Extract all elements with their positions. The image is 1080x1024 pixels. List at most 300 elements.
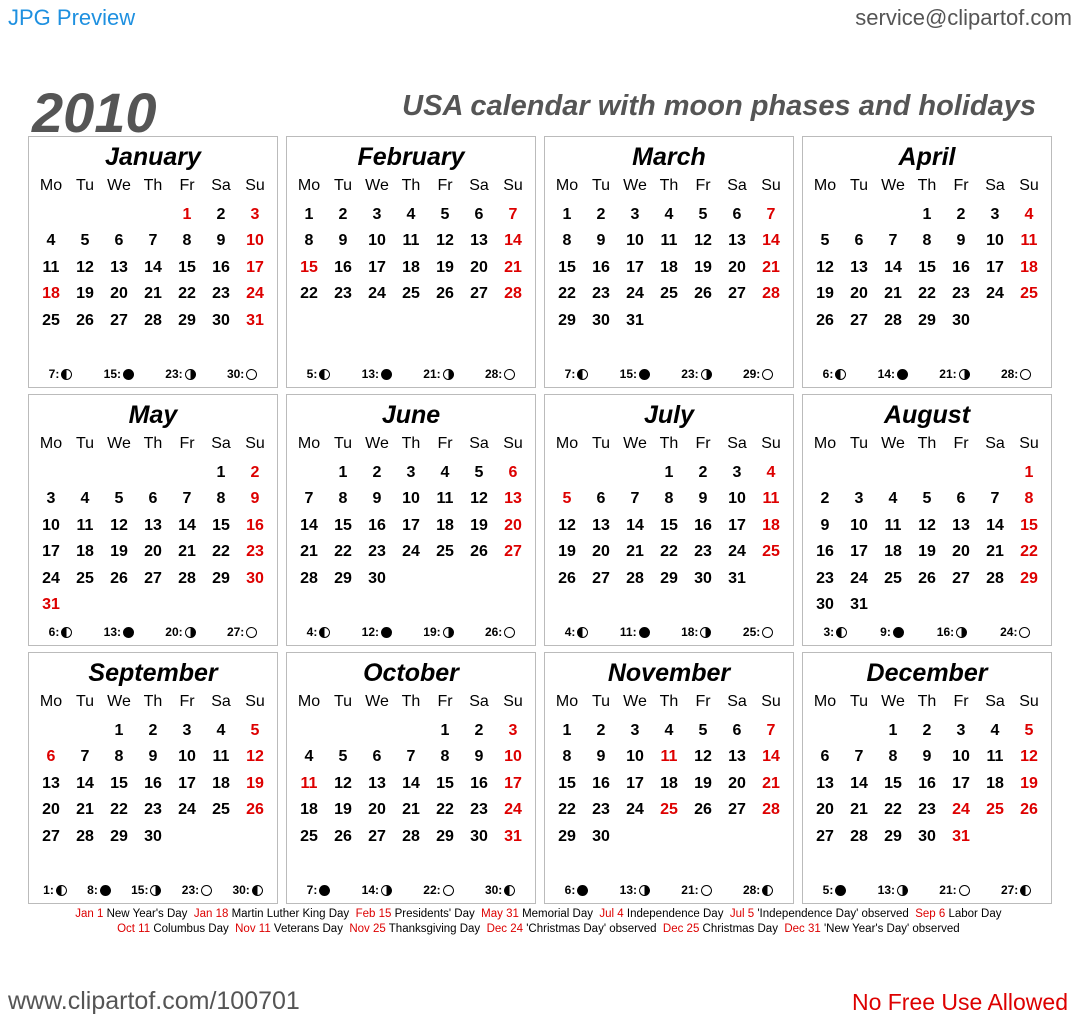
- day-cell: 20: [850, 285, 868, 303]
- first-moon-icon: [700, 627, 711, 638]
- holiday-name: New Year's Day: [106, 908, 188, 920]
- moon-phase-date: 8:: [87, 883, 98, 897]
- weekday-label: Fr: [437, 693, 453, 710]
- day-cell: 26: [470, 543, 488, 561]
- day-cell: 27: [470, 285, 488, 303]
- holiday-name: 'Independence Day' observed: [757, 908, 909, 920]
- day-cell: 12: [110, 516, 128, 534]
- weekday-label: Th: [917, 693, 937, 710]
- day-cell: 12: [558, 516, 576, 534]
- day-cell: 13: [592, 516, 610, 534]
- last-moon-icon: [504, 885, 515, 896]
- month-march: [544, 136, 794, 388]
- month-grid: [28, 136, 1052, 904]
- moon-phase: [939, 367, 969, 381]
- weekday-header: [808, 177, 1046, 199]
- day-cell: 6: [732, 722, 742, 739]
- day-cell: 20: [728, 258, 746, 276]
- weekday-label: We: [881, 693, 905, 710]
- day-cell: 13: [816, 774, 834, 792]
- day-cell: 29: [660, 569, 678, 587]
- day-cell: 20: [728, 774, 746, 792]
- day-cell: 26: [558, 569, 576, 587]
- day-cell: 17: [986, 258, 1004, 276]
- day-cell: 26: [918, 569, 936, 587]
- moon-phase-date: 5:: [306, 367, 318, 381]
- day-cell: 1: [182, 206, 192, 223]
- full-moon-icon: [1020, 369, 1031, 380]
- holiday-name: Veterans Day: [273, 923, 343, 935]
- day-cell: 15: [918, 258, 936, 276]
- day-cell: 22: [110, 801, 128, 819]
- month-february: [286, 136, 536, 388]
- day-empty: [170, 460, 204, 486]
- new-moon-icon: [123, 369, 134, 380]
- day-cell: 30: [694, 569, 712, 587]
- day-cell: 22: [558, 801, 576, 819]
- day-cell: 11: [986, 748, 1004, 766]
- day-cell: 22: [178, 285, 196, 303]
- day-empty: [68, 718, 102, 744]
- day-cell: 6: [956, 490, 966, 508]
- weekday-label: Sa: [985, 435, 1005, 452]
- moon-phase-date: 14:: [877, 367, 895, 381]
- weekday-label: Su: [503, 693, 523, 710]
- moon-phase: [620, 883, 650, 897]
- day-cell: 7: [508, 206, 518, 223]
- day-cell: 23: [592, 801, 610, 819]
- day-cell: 1: [562, 722, 572, 739]
- month-name: August: [883, 401, 971, 429]
- day-empty: [34, 202, 68, 228]
- moon-phase-date: 11:: [619, 625, 637, 639]
- day-grid: [34, 460, 272, 618]
- moon-phase: [1000, 625, 1030, 639]
- weekday-label: Tu: [333, 693, 353, 710]
- day-cell: 8: [664, 490, 674, 508]
- last-moon-icon: [836, 627, 847, 638]
- weekday-label: Tu: [849, 693, 869, 710]
- holiday-name: Martin Luther King Day: [231, 908, 350, 920]
- day-cell: 9: [596, 748, 606, 766]
- moon-phase: [307, 883, 331, 897]
- day-cell: 21: [986, 543, 1004, 561]
- moon-phase: [423, 367, 453, 381]
- day-cell: 7: [80, 748, 90, 766]
- day-cell: 20: [368, 801, 386, 819]
- day-cell: 11: [300, 774, 318, 792]
- day-empty: [808, 718, 842, 744]
- weekday-label: Sa: [985, 177, 1005, 194]
- day-cell: 16: [694, 516, 712, 534]
- day-cell: 12: [816, 258, 834, 276]
- holiday-date: Jan 18: [193, 908, 232, 920]
- day-cell: 31: [504, 827, 522, 845]
- day-cell: 4: [80, 490, 90, 508]
- moon-phase-date: 15:: [103, 367, 121, 381]
- day-cell: 29: [558, 311, 576, 329]
- day-cell: 2: [250, 464, 260, 481]
- moon-phase-date: 19:: [423, 625, 441, 639]
- day-cell: 9: [250, 490, 260, 508]
- holiday-name: Columbus Day: [153, 923, 229, 935]
- first-moon-icon: [701, 369, 712, 380]
- day-cell: 10: [368, 232, 386, 250]
- day-cell: 27: [592, 569, 610, 587]
- day-cell: 10: [246, 232, 264, 250]
- holiday-name: Labor Day: [948, 908, 1002, 920]
- day-cell: 25: [762, 543, 780, 561]
- weekday-label: Sa: [469, 435, 489, 452]
- day-cell: 6: [596, 490, 606, 508]
- weekday-label: Mo: [555, 435, 579, 452]
- moon-phase: [104, 367, 134, 381]
- holiday-date: May 31: [481, 908, 523, 920]
- day-empty: [34, 718, 68, 744]
- day-cell: 24: [626, 801, 644, 819]
- holiday-name: Presidents' Day: [394, 908, 475, 920]
- weekday-header: [550, 435, 788, 457]
- day-cell: 11: [402, 232, 420, 250]
- moon-phases: [807, 625, 1047, 639]
- day-grid: [808, 202, 1046, 334]
- holiday-date: Jul 5: [729, 908, 758, 920]
- day-cell: 16: [592, 258, 610, 276]
- moon-phase-date: 20:: [165, 625, 183, 639]
- day-cell: 2: [698, 464, 708, 481]
- holiday-name: Memorial Day: [522, 908, 594, 920]
- day-cell: 10: [986, 232, 1004, 250]
- weekday-header: [808, 435, 1046, 457]
- weekday-label: Th: [659, 693, 679, 710]
- day-cell: 24: [178, 801, 196, 819]
- weekday-label: Tu: [75, 693, 95, 710]
- holiday-date: Feb 15: [355, 908, 395, 920]
- weekday-label: Mo: [813, 435, 837, 452]
- weekday-label: Sa: [727, 693, 747, 710]
- day-cell: 26: [694, 285, 712, 303]
- weekday-label: We: [107, 435, 131, 452]
- weekday-label: Tu: [591, 177, 611, 194]
- full-moon-icon: [762, 627, 773, 638]
- moon-phases: [33, 367, 273, 381]
- day-cell: 14: [986, 516, 1004, 534]
- day-cell: 4: [216, 722, 226, 739]
- day-cell: 16: [212, 258, 230, 276]
- day-cell: 22: [660, 543, 678, 561]
- moon-phase-date: 27:: [1000, 883, 1019, 897]
- moon-phase: [823, 367, 847, 381]
- day-cell: 26: [334, 827, 352, 845]
- weekday-label: Fr: [179, 177, 195, 194]
- moon-phase-date: 13:: [361, 367, 379, 381]
- day-cell: 14: [76, 774, 94, 792]
- day-cell: 26: [436, 285, 454, 303]
- moon-phases: [291, 883, 531, 897]
- moon-phase: [681, 625, 711, 639]
- moon-phase: [937, 625, 967, 639]
- month-december: [802, 652, 1052, 904]
- weekday-label: Fr: [695, 435, 711, 452]
- day-cell: 18: [42, 285, 60, 303]
- day-cell: 4: [46, 232, 56, 250]
- day-cell: 29: [558, 827, 576, 845]
- day-cell: 25: [76, 569, 94, 587]
- day-empty: [550, 460, 584, 486]
- day-cell: 14: [504, 232, 522, 250]
- day-cell: 2: [474, 722, 484, 739]
- weekday-label: Fr: [179, 693, 195, 710]
- day-cell: 9: [820, 516, 830, 534]
- moon-phase-date: 4:: [306, 625, 318, 639]
- day-cell: 17: [728, 516, 746, 534]
- day-cell: 1: [562, 206, 572, 223]
- day-grid: [808, 718, 1046, 850]
- day-cell: 22: [436, 801, 454, 819]
- day-cell: 24: [42, 569, 60, 587]
- moon-phase-date: 28:: [1000, 367, 1019, 381]
- last-moon-icon: [319, 627, 330, 638]
- day-cell: 7: [304, 490, 314, 508]
- full-moon-icon: [701, 885, 712, 896]
- moon-phase-date: 30:: [226, 367, 245, 381]
- moon-phase: [743, 625, 773, 639]
- new-moon-icon: [381, 369, 392, 380]
- weekday-label: Mo: [555, 693, 579, 710]
- day-cell: 9: [338, 232, 348, 250]
- day-cell: 6: [508, 464, 518, 481]
- day-cell: 18: [402, 258, 420, 276]
- day-cell: 27: [144, 569, 162, 587]
- month-name: December: [866, 659, 988, 687]
- new-moon-icon: [319, 885, 330, 896]
- moon-phase: [43, 883, 67, 897]
- moon-phase: [131, 883, 161, 897]
- day-cell: 22: [884, 801, 902, 819]
- moon-phase-date: 7:: [48, 367, 60, 381]
- day-cell: 3: [406, 464, 416, 481]
- day-cell: 15: [1020, 516, 1038, 534]
- holiday-name: 'New Year's Day' observed: [823, 923, 960, 935]
- day-cell: 7: [854, 748, 864, 766]
- day-cell: 13: [110, 258, 128, 276]
- day-cell: 21: [144, 285, 162, 303]
- day-cell: 8: [114, 748, 124, 766]
- moon-phase: [743, 883, 773, 897]
- day-cell: 31: [246, 311, 264, 329]
- full-moon-icon: [201, 885, 212, 896]
- day-cell: 17: [368, 258, 386, 276]
- day-cell: 28: [178, 569, 196, 587]
- month-september: [28, 652, 278, 904]
- day-cell: 16: [918, 774, 936, 792]
- day-cell: 28: [402, 827, 420, 845]
- day-cell: 23: [470, 801, 488, 819]
- day-cell: 8: [1024, 490, 1034, 508]
- moon-phase: [878, 367, 908, 381]
- day-cell: 17: [178, 774, 196, 792]
- moon-phase-date: 21:: [423, 367, 441, 381]
- day-empty: [68, 460, 102, 486]
- day-cell: 30: [952, 311, 970, 329]
- day-cell: 7: [766, 206, 776, 223]
- weekday-label: Su: [761, 177, 781, 194]
- day-empty: [808, 460, 842, 486]
- day-grid: [34, 202, 272, 334]
- day-cell: 3: [990, 206, 1000, 223]
- moon-phase: [362, 883, 392, 897]
- day-cell: 6: [732, 206, 742, 223]
- day-cell: 10: [850, 516, 868, 534]
- new-moon-icon: [897, 369, 908, 380]
- day-cell: 23: [918, 801, 936, 819]
- day-cell: 20: [470, 258, 488, 276]
- day-cell: 6: [372, 748, 382, 766]
- moon-phase: [681, 367, 711, 381]
- day-empty: [584, 460, 618, 486]
- day-cell: 14: [626, 516, 644, 534]
- moon-phase: [880, 625, 904, 639]
- day-cell: 18: [762, 516, 780, 534]
- day-cell: 16: [144, 774, 162, 792]
- day-cell: 4: [304, 748, 314, 766]
- moon-phase: [620, 367, 650, 381]
- day-cell: 20: [42, 801, 60, 819]
- weekday-label: Su: [761, 435, 781, 452]
- day-cell: 29: [1020, 569, 1038, 587]
- last-moon-icon: [762, 885, 773, 896]
- day-empty: [136, 460, 170, 486]
- day-cell: 13: [850, 258, 868, 276]
- day-cell: 21: [884, 285, 902, 303]
- month-name: February: [357, 143, 465, 171]
- day-cell: 8: [922, 232, 932, 250]
- moon-phase: [307, 367, 331, 381]
- moon-phase-date: 21:: [939, 883, 957, 897]
- weekday-label: Sa: [211, 435, 231, 452]
- day-cell: 24: [504, 801, 522, 819]
- day-cell: 29: [178, 311, 196, 329]
- moon-phase: [823, 883, 847, 897]
- day-cell: 16: [334, 258, 352, 276]
- moon-phase-date: 6:: [564, 883, 576, 897]
- weekday-label: Fr: [953, 177, 969, 194]
- moon-phase: [362, 367, 392, 381]
- day-cell: 18: [212, 774, 230, 792]
- first-moon-icon: [897, 885, 908, 896]
- weekday-label: Sa: [469, 693, 489, 710]
- day-cell: 17: [246, 258, 264, 276]
- day-cell: 25: [402, 285, 420, 303]
- day-cell: 2: [596, 722, 606, 739]
- day-cell: 31: [626, 311, 644, 329]
- day-cell: 2: [956, 206, 966, 223]
- day-cell: 13: [470, 232, 488, 250]
- day-cell: 26: [76, 311, 94, 329]
- day-cell: 21: [626, 543, 644, 561]
- day-cell: 14: [144, 258, 162, 276]
- first-moon-icon: [185, 369, 196, 380]
- day-cell: 23: [334, 285, 352, 303]
- day-cell: 24: [402, 543, 420, 561]
- new-moon-icon: [639, 369, 650, 380]
- weekday-label: Su: [503, 177, 523, 194]
- day-empty: [978, 460, 1012, 486]
- day-cell: 25: [436, 543, 454, 561]
- day-cell: 2: [216, 206, 226, 223]
- weekday-label: We: [365, 177, 389, 194]
- last-moon-icon: [56, 885, 67, 896]
- weekday-label: We: [107, 177, 131, 194]
- day-cell: 10: [626, 232, 644, 250]
- weekday-header: [34, 435, 272, 457]
- weekday-label: Sa: [727, 435, 747, 452]
- day-grid: [34, 718, 272, 850]
- day-cell: 3: [630, 722, 640, 739]
- first-moon-icon: [185, 627, 196, 638]
- day-cell: 27: [728, 801, 746, 819]
- moon-phase: [681, 883, 711, 897]
- day-cell: 30: [918, 827, 936, 845]
- day-cell: 8: [338, 490, 348, 508]
- weekday-label: Mo: [297, 177, 321, 194]
- day-cell: 5: [440, 206, 450, 223]
- day-cell: 1: [1024, 464, 1034, 481]
- weekday-label: Th: [401, 435, 421, 452]
- holiday-name: Thanksgiving Day: [388, 923, 481, 935]
- weekday-label: Mo: [813, 177, 837, 194]
- day-cell: 31: [728, 569, 746, 587]
- day-empty: [34, 460, 68, 486]
- first-moon-icon: [959, 369, 970, 380]
- day-cell: 2: [338, 206, 348, 223]
- day-cell: 24: [952, 801, 970, 819]
- last-moon-icon: [835, 369, 846, 380]
- first-moon-icon: [639, 885, 650, 896]
- day-cell: 9: [956, 232, 966, 250]
- day-cell: 2: [922, 722, 932, 739]
- moon-phase-date: 22:: [423, 883, 441, 897]
- weekday-label: Sa: [985, 693, 1005, 710]
- moon-phase: [565, 625, 589, 639]
- day-cell: 28: [76, 827, 94, 845]
- day-cell: 28: [762, 801, 780, 819]
- day-cell: 21: [762, 774, 780, 792]
- moon-phase-date: 26:: [484, 625, 503, 639]
- day-cell: 30: [592, 827, 610, 845]
- day-empty: [808, 202, 842, 228]
- day-cell: 16: [592, 774, 610, 792]
- day-cell: 10: [626, 748, 644, 766]
- day-cell: 22: [300, 285, 318, 303]
- weekday-label: Th: [143, 177, 163, 194]
- day-cell: 18: [986, 774, 1004, 792]
- moon-phases: [33, 883, 273, 897]
- weekday-label: Th: [917, 435, 937, 452]
- moon-phase: [49, 367, 73, 381]
- weekday-label: Fr: [953, 435, 969, 452]
- month-name: October: [363, 659, 459, 687]
- day-cell: 30: [144, 827, 162, 845]
- weekday-label: Tu: [591, 693, 611, 710]
- day-cell: 11: [762, 490, 780, 508]
- day-cell: 27: [110, 311, 128, 329]
- day-cell: 3: [250, 206, 260, 223]
- holiday-date: Sep 6: [915, 908, 949, 920]
- day-cell: 15: [334, 516, 352, 534]
- day-grid: [292, 460, 530, 592]
- day-empty: [360, 718, 394, 744]
